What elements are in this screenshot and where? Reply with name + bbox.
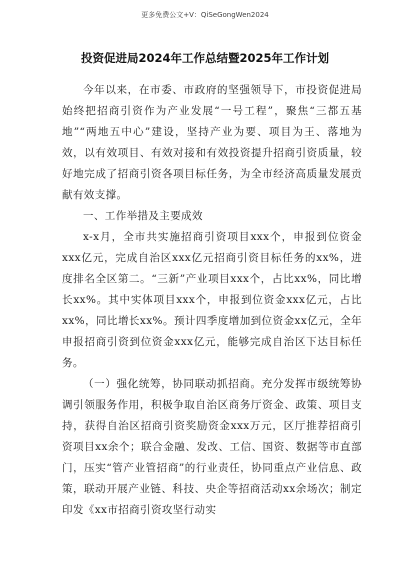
intro-paragraph: 今年以来，在市委、市政府的坚强领导下，市投资促进局始终把招商引资作为产业发展“一号工程”，聚焦“三都五基地”“两地五中心”建设，坚持产业为要、项目为王、落地为效，以有效项目、有效对接和有效投资提升招商引资质量，较好地完成了招商引资各项目标任务，为全市经济高质量发展贡献有效支撑。	[62, 84, 362, 201]
document-title: 投资促进局2024年工作总结暨2025年工作计划	[80, 51, 329, 65]
watermark-header: 更多免费公文+V：QiSeGongWen2024	[141, 11, 269, 19]
summary-paragraph: x-x月，全市共实施招商引资项目xxx个，申报到位资金xxx亿元，完成自治区xxx亿元招商引资目标任务的xx%，进度排名全区第二。“三新”产业项目xxx个，占比xx%，同比增长xx%。其中实体项目xxx个，申报到位资金xxx亿元，占比xx%，同比增长xx%。预计四季度增加到位资金xx亿元，全年申报招商引资到位资金xxx亿元，能够完成自治区下达目标任务。	[62, 231, 362, 369]
section-heading: 一、工作举措及主要成效	[83, 210, 203, 222]
subsection-paragraph: （一）强化统筹，协同联动抓招商。充分发挥市级统筹协调引领服务作用，积极争取自治区商务厅资金、政策、项目支持，获得自治区招商引资奖励资金xxx万元，区厅推荐招商引资项目xx余个；联合金融、发改、工信、国资、数据等市直部门，压实“管产业管招商”的行业责任，协同重点产业信息、政策，联动开展产业链、科技、央企等招商活动xx余场次；制定印发《xx市招商引资攻坚行动实	[62, 378, 362, 516]
document-body	[62, 80, 362, 521]
